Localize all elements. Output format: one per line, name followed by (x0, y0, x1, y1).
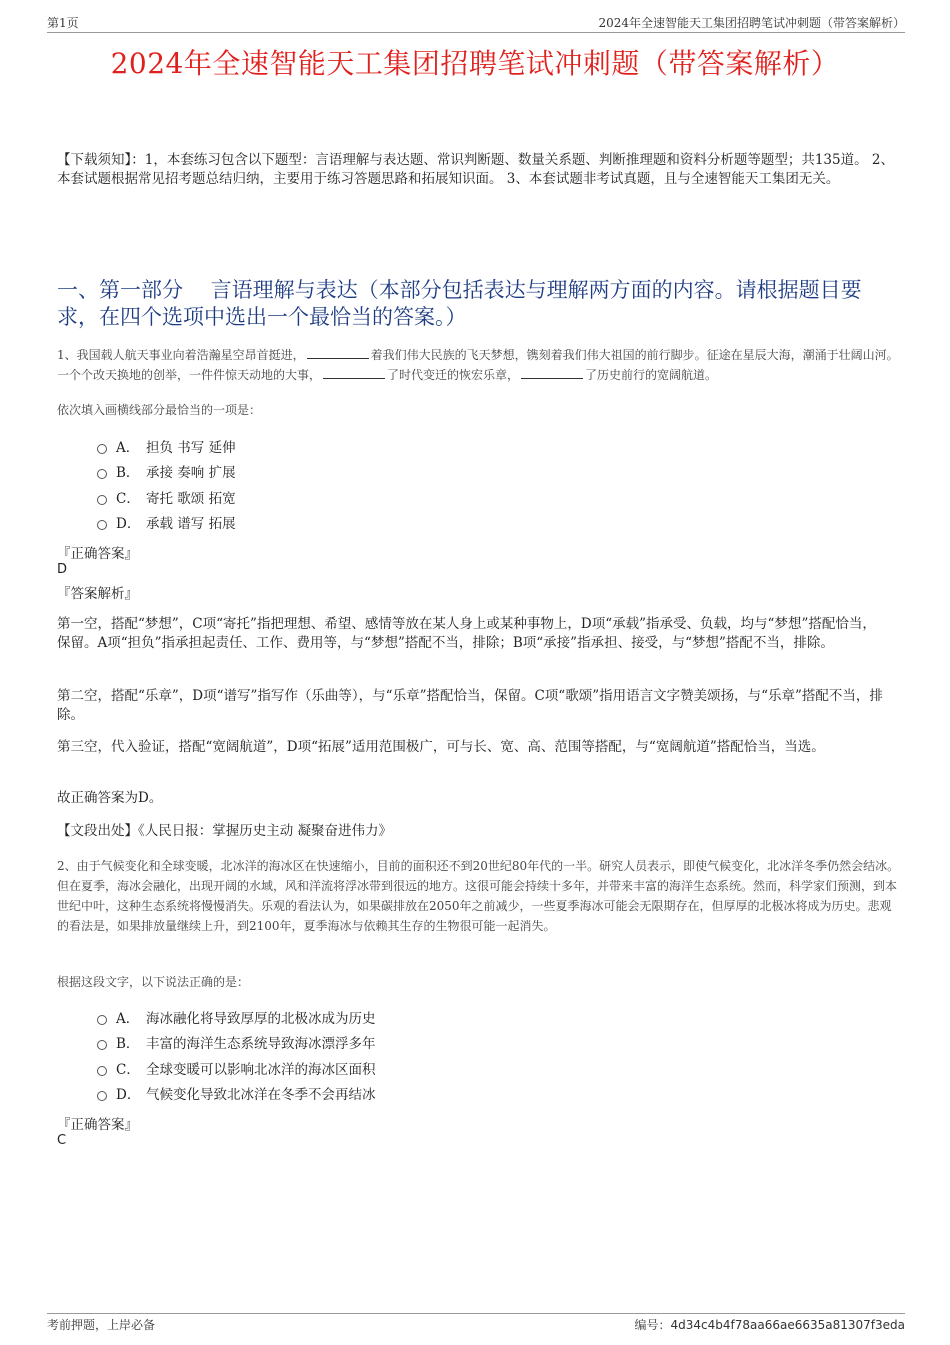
question-1-text: 1、我国载人航天事业向着浩瀚星空昂首挺进， 着我们伟大民族的飞天梦想，镌刻着我们伟大祖国的前行脚步。征途在星辰大海，潮涌于壮阔山河。一个个改天换地的创举，一件件惊天动地的大事， 了时代变迁的恢宏乐章， 了历史前行的宽阔航道。 (57, 348, 899, 382)
answer-value: D (57, 562, 68, 577)
radio-icon[interactable] (97, 520, 107, 530)
page-footer (47, 1313, 905, 1334)
page-header (47, 14, 905, 33)
question-2-text: 2、由于气候变化和全球变暖，北冰洋的海冰区在快速缩小，目前的面积还不到20世纪80年代的一半。研究人员表示，即使气候变化，北冰洋冬季仍然会结冰。但在夏季，海冰会融化，出现开阔的水域，风和洋流将浮冰带到很远的地方。这很可能会持续十多年，并带来丰富的海洋生态系统。然而，科学家们预测，到本世纪中叶，这种生态系统将慢慢消失。乐观的看法认为，如果碳排放在2050年之前减少，一些夏季海冰可能会无限期存在，但厚厚的北极冰将成为历史。悲观的看法是，如果排放量继续上升，到2100年，夏季海冰与依赖其生存的生物很可能一起消失。 (57, 859, 900, 933)
option-d[interactable]: D． 气候变化导致北冰洋在冬季不会再结冰 (97, 1081, 376, 1107)
analysis-label: 『答案解析』 (57, 586, 138, 602)
page-number: 第1页 (47, 16, 79, 30)
radio-icon[interactable] (97, 1040, 107, 1050)
option-a[interactable]: A． 海冰融化将导致厚厚的北极冰成为历史 (97, 1004, 376, 1030)
radio-icon[interactable] (97, 1015, 107, 1025)
analysis-paragraph: 第一空，搭配“梦想”，C项“寄托”指把理想、希望、感情等放在某人身上或某种事物上，D项“承载”指承受、负载，均与“梦想”搭配恰当，保留。A项“担负”指承担起责任、工作、费用等，与“梦想”搭配不当，排除；B项“承接”指承担、接受，与“梦想”搭配不当，排除。 (57, 616, 876, 651)
option-c[interactable]: C． 全球变暖可以影响北冰洋的海冰区面积 (97, 1055, 376, 1081)
footer-slogan: 考前押题，上岸必备 (47, 1318, 156, 1332)
question-2-options (97, 1004, 376, 1106)
source-citation: 【文段出处】《人民日报：掌握历史主动 凝聚奋进伟力》 (57, 823, 393, 839)
question-2-prompt: 根据这段文字，以下说法正确的是： (57, 975, 250, 989)
radio-icon[interactable] (97, 1091, 107, 1101)
fill-blank (521, 366, 583, 379)
option-d[interactable]: D． 承载 谱写 拓展 (97, 510, 236, 536)
radio-icon[interactable] (97, 444, 107, 454)
download-notice: 【下载须知】：1，本套练习包含以下题型：言语理解与表达题、常识判断题、数量关系题、判断推理题和资料分析题等题型；共135道。 2、本套试题根据常见招考题总结归纳，主要用于练习答题思路和拓展知识面。 3、本套试题非考试真题，且与全速智能天工集团无关。 (57, 152, 894, 187)
option-a[interactable]: A． 担负 书写 延伸 (97, 433, 236, 459)
question-1-prompt: 依次填入画横线部分最恰当的一项是： (57, 403, 262, 417)
answer-label: 『正确答案』 (57, 1117, 138, 1133)
page-title: 2024年全速智能天工集团招聘笔试冲刺题（带答案解析） (110, 47, 840, 80)
document-code: 编号：4d34c4b4f78aa66ae6635a81307f3eda (634, 1318, 905, 1332)
analysis-paragraph: 第三空，代入验证，搭配“宽阔航道”，D项“拓展”适用范围极广，可与长、宽、高、范围等搭配，与“宽阔航道”搭配恰当，当选。 (57, 739, 825, 755)
header-doc-title: 2024年全速智能天工集团招聘笔试冲刺题（带答案解析） (598, 16, 905, 30)
option-b[interactable]: B． 承接 奏响 扩展 (97, 459, 236, 485)
option-b[interactable]: B． 丰富的海洋生态系统导致海冰漂浮多年 (97, 1030, 376, 1056)
radio-icon[interactable] (97, 495, 107, 505)
analysis-conclusion: 故正确答案为D。 (57, 790, 163, 806)
analysis-paragraph: 第二空，搭配“乐章”，D项“谱写”指写作（乐曲等），与“乐章”搭配恰当，保留。C项“歌颂”指用语言文字赞美颂扬，与“乐章”搭配不当，排除。 (57, 688, 883, 723)
fill-blank (323, 366, 385, 379)
question-1-options (97, 433, 236, 535)
section-title: 一、第一部分 言语理解与表达（本部分包括表达与理解两方面的内容。请根据题目要求，在四个选项中选出一个最恰当的答案。） (57, 278, 862, 329)
radio-icon[interactable] (97, 1066, 107, 1076)
radio-icon[interactable] (97, 469, 107, 479)
answer-value: C (57, 1133, 67, 1148)
answer-label: 『正确答案』 (57, 546, 138, 562)
option-c[interactable]: C． 寄托 歌颂 拓宽 (97, 484, 236, 510)
fill-blank (307, 346, 369, 359)
